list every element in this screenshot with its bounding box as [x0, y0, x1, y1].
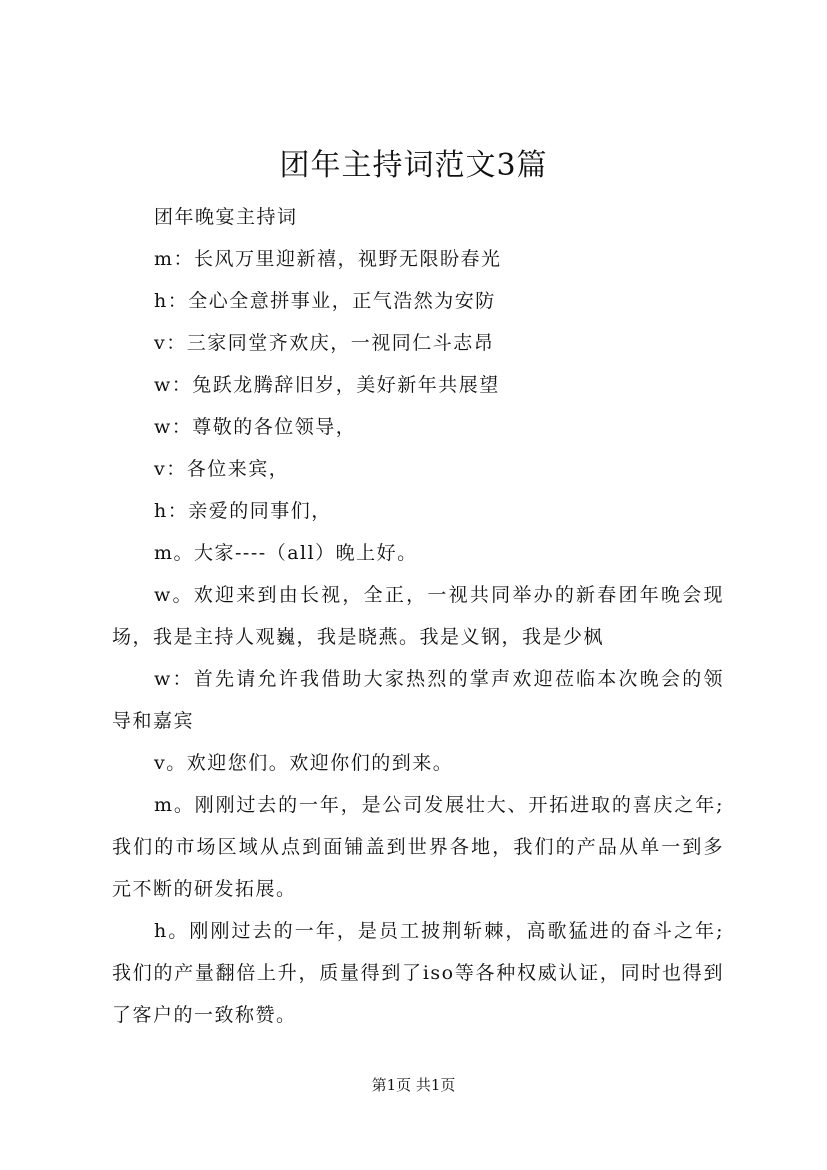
paragraph: h：亲爱的同事们， — [154, 500, 332, 522]
paragraph: m。刚刚过去的一年，是公司发展壮大、开拓进取的喜庆之年;我们的市场区域从点到面铺盖到世界各地，我们的产品从单一到多元不断的研发拓展。 — [112, 794, 724, 900]
document-body — [112, 196, 724, 1036]
paragraph: v。欢迎您们。欢迎你们的到来。 — [154, 752, 454, 774]
paragraph: v：三家同堂齐欢庆，一视同仁斗志昂 — [154, 332, 495, 354]
paragraph: h。刚刚过去的一年，是员工披荆斩棘，高歌猛进的奋斗之年;我们的产量翻倍上升，质量得到了iso等各种权威认证，同时也得到了客户的一致称赞。 — [112, 920, 724, 1026]
paragraph: w：兔跃龙腾辞旧岁，美好新年共展望 — [154, 374, 500, 396]
paragraph: w：尊敬的各位领导， — [154, 416, 357, 438]
paragraph-heading: 团年晚宴主持词 — [154, 206, 298, 228]
paragraph: m。大家----（all）晚上好。 — [154, 542, 418, 564]
paragraph: w：首先请允许我借助大家热烈的掌声欢迎莅临本次晚会的领导和嘉宾 — [112, 668, 724, 732]
paragraph: w。欢迎来到由长视，全正，一视共同举办的新春团年晚会现场，我是主持人观巍，我是晓燕。我是义钢，我是少枫 — [112, 584, 724, 648]
paragraph: v：各位来宾， — [154, 458, 290, 480]
page-footer: 第1页 共1页 — [371, 1076, 456, 1094]
document-title: 团年主持词范文3篇 — [279, 148, 548, 183]
paragraph: m：长风万里迎新禧，视野无限盼春光 — [154, 248, 502, 270]
paragraph: h：全心全意拼事业，正气浩然为安防 — [154, 290, 496, 312]
